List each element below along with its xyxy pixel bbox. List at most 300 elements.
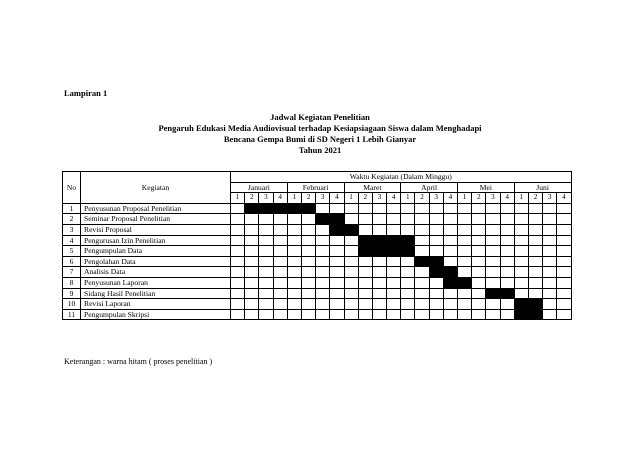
- week-cell: [443, 299, 457, 310]
- week-cell: [458, 288, 472, 299]
- row-number: 8: [63, 277, 81, 288]
- week-cell: [387, 309, 401, 320]
- week-cell: [415, 224, 429, 235]
- header-no: No: [63, 172, 81, 204]
- week-cell: [543, 309, 557, 320]
- week-header: 2: [245, 193, 259, 204]
- week-cell: [273, 299, 287, 310]
- week-cell: [330, 277, 344, 288]
- week-cell: [330, 299, 344, 310]
- week-cell: [543, 214, 557, 225]
- week-cell: [486, 235, 500, 246]
- title-line-3: Bencana Gempa Bumi di SD Negeri 1 Lebih Gianyar: [223, 134, 417, 144]
- week-cell: [301, 224, 315, 235]
- week-cell: [458, 224, 472, 235]
- week-cell: [415, 299, 429, 310]
- week-cell-active: [330, 214, 344, 225]
- week-cell: [344, 299, 358, 310]
- week-cell: [528, 288, 542, 299]
- week-cell: [259, 246, 273, 257]
- table-row: [63, 256, 572, 267]
- week-cell: [514, 246, 528, 257]
- week-cell: [358, 288, 372, 299]
- week-cell: [245, 309, 259, 320]
- week-cell: [330, 235, 344, 246]
- week-cell: [259, 288, 273, 299]
- table-row: [63, 277, 572, 288]
- week-cell: [231, 267, 245, 278]
- week-cell: [514, 224, 528, 235]
- week-cell: [372, 299, 386, 310]
- week-cell-active: [443, 267, 457, 278]
- week-cell: [543, 277, 557, 288]
- week-cell: [231, 309, 245, 320]
- activity-name: Pengolahan Data: [81, 256, 231, 267]
- week-cell: [344, 277, 358, 288]
- table-row: [63, 224, 572, 235]
- week-cell: [500, 256, 514, 267]
- week-cell: [316, 267, 330, 278]
- week-cell: [273, 224, 287, 235]
- week-cell: [500, 235, 514, 246]
- week-cell: [301, 214, 315, 225]
- week-cell: [273, 277, 287, 288]
- week-cell: [472, 203, 486, 214]
- week-cell: [458, 299, 472, 310]
- month-header: Februari: [287, 182, 344, 193]
- week-cell: [543, 288, 557, 299]
- week-cell: [301, 288, 315, 299]
- week-cell-active: [358, 235, 372, 246]
- week-cell: [443, 246, 457, 257]
- table-row: [63, 203, 572, 214]
- activity-name: Seminar Proposal Penelitian: [81, 214, 231, 225]
- week-cell: [528, 224, 542, 235]
- week-cell: [472, 309, 486, 320]
- week-cell: [401, 277, 415, 288]
- week-cell: [528, 256, 542, 267]
- week-cell: [387, 277, 401, 288]
- week-cell: [344, 256, 358, 267]
- week-cell: [415, 309, 429, 320]
- schedule-table: [62, 171, 572, 320]
- week-cell-active: [358, 246, 372, 257]
- week-cell: [514, 256, 528, 267]
- week-cell: [245, 277, 259, 288]
- week-cell: [330, 309, 344, 320]
- week-cell: [557, 214, 571, 225]
- week-header: 3: [486, 193, 500, 204]
- week-cell: [486, 277, 500, 288]
- week-cell: [486, 214, 500, 225]
- week-cell: [500, 224, 514, 235]
- row-number: 10: [63, 299, 81, 310]
- week-cell: [557, 299, 571, 310]
- week-cell: [245, 299, 259, 310]
- week-cell: [401, 267, 415, 278]
- week-cell: [301, 256, 315, 267]
- week-cell: [429, 224, 443, 235]
- week-header: 3: [316, 193, 330, 204]
- week-cell: [443, 256, 457, 267]
- week-cell: [443, 235, 457, 246]
- week-cell: [458, 235, 472, 246]
- week-cell: [245, 246, 259, 257]
- week-cell: [500, 267, 514, 278]
- week-cell: [557, 256, 571, 267]
- week-cell: [486, 246, 500, 257]
- activity-name: Sidang Hasil Penelitian: [81, 288, 231, 299]
- week-cell: [472, 246, 486, 257]
- week-cell: [486, 299, 500, 310]
- week-cell: [458, 246, 472, 257]
- table-row: [63, 288, 572, 299]
- week-cell: [344, 203, 358, 214]
- week-header: 3: [429, 193, 443, 204]
- week-cell: [358, 256, 372, 267]
- week-cell: [316, 224, 330, 235]
- week-cell: [500, 246, 514, 257]
- week-cell-active: [387, 246, 401, 257]
- week-cell: [245, 235, 259, 246]
- week-cell: [472, 256, 486, 267]
- week-cell: [458, 309, 472, 320]
- week-cell: [316, 277, 330, 288]
- row-number: 4: [63, 235, 81, 246]
- week-cell: [372, 288, 386, 299]
- activity-name: Penyusunan Laporan: [81, 277, 231, 288]
- week-cell-active: [287, 203, 301, 214]
- week-cell: [287, 309, 301, 320]
- week-cell: [486, 203, 500, 214]
- week-cell: [287, 299, 301, 310]
- week-header: 1: [458, 193, 472, 204]
- week-cell: [344, 309, 358, 320]
- week-cell: [316, 299, 330, 310]
- week-cell: [372, 214, 386, 225]
- week-cell: [401, 288, 415, 299]
- week-cell: [472, 267, 486, 278]
- week-header: 3: [259, 193, 273, 204]
- week-cell: [245, 224, 259, 235]
- week-cell: [372, 203, 386, 214]
- week-header: 4: [330, 193, 344, 204]
- month-header: Maret: [344, 182, 401, 193]
- week-cell-active: [330, 224, 344, 235]
- week-cell: [330, 246, 344, 257]
- week-header: 1: [344, 193, 358, 204]
- week-cell: [273, 267, 287, 278]
- week-cell: [458, 256, 472, 267]
- week-cell: [287, 224, 301, 235]
- month-header: Januari: [231, 182, 288, 193]
- week-cell: [259, 299, 273, 310]
- week-cell: [358, 267, 372, 278]
- week-cell: [472, 299, 486, 310]
- week-cell: [301, 299, 315, 310]
- week-header: 2: [415, 193, 429, 204]
- month-header: Mei: [458, 182, 515, 193]
- week-cell-active: [344, 224, 358, 235]
- week-cell: [472, 288, 486, 299]
- week-cell-active: [273, 203, 287, 214]
- week-cell: [429, 277, 443, 288]
- week-cell: [528, 277, 542, 288]
- week-cell: [543, 256, 557, 267]
- row-number: 3: [63, 224, 81, 235]
- week-cell: [514, 203, 528, 214]
- week-cell: [528, 203, 542, 214]
- week-cell: [387, 256, 401, 267]
- week-cell: [472, 214, 486, 225]
- week-cell: [316, 288, 330, 299]
- week-cell: [514, 277, 528, 288]
- week-cell: [358, 214, 372, 225]
- week-cell: [543, 267, 557, 278]
- week-cell: [358, 224, 372, 235]
- title-line-4: Tahun 2021: [298, 145, 342, 155]
- week-cell: [372, 277, 386, 288]
- week-cell: [500, 203, 514, 214]
- week-cell: [273, 309, 287, 320]
- activity-name: Penyusunan Proposal Penelitian: [81, 203, 231, 214]
- week-cell: [245, 267, 259, 278]
- week-cell-active: [245, 203, 259, 214]
- week-cell: [514, 214, 528, 225]
- table-row: [63, 214, 572, 225]
- week-cell: [458, 203, 472, 214]
- week-cell: [557, 224, 571, 235]
- week-header: 1: [401, 193, 415, 204]
- week-cell: [231, 203, 245, 214]
- week-cell: [486, 267, 500, 278]
- table-row: [63, 235, 572, 246]
- week-cell: [415, 203, 429, 214]
- week-cell: [401, 256, 415, 267]
- week-cell: [231, 299, 245, 310]
- week-header: 2: [358, 193, 372, 204]
- week-cell: [372, 224, 386, 235]
- week-header: 4: [443, 193, 457, 204]
- row-number: 6: [63, 256, 81, 267]
- week-cell: [231, 235, 245, 246]
- week-cell: [273, 256, 287, 267]
- week-cell: [273, 235, 287, 246]
- week-cell: [429, 235, 443, 246]
- row-number: 7: [63, 267, 81, 278]
- week-cell: [372, 309, 386, 320]
- table-row: [63, 309, 572, 320]
- week-cell: [543, 203, 557, 214]
- week-cell-active: [500, 288, 514, 299]
- week-cell-active: [259, 203, 273, 214]
- week-cell-active: [372, 235, 386, 246]
- week-header: 3: [543, 193, 557, 204]
- week-header: 4: [500, 193, 514, 204]
- activity-name: Revisi Laporan: [81, 299, 231, 310]
- week-cell: [458, 267, 472, 278]
- week-cell: [344, 214, 358, 225]
- week-cell: [443, 224, 457, 235]
- activity-name: Revisi Proposal: [81, 224, 231, 235]
- week-cell: [401, 309, 415, 320]
- week-cell: [259, 256, 273, 267]
- week-cell: [443, 288, 457, 299]
- week-cell: [458, 214, 472, 225]
- week-cell: [344, 246, 358, 257]
- week-cell: [344, 288, 358, 299]
- week-cell: [514, 235, 528, 246]
- week-cell: [330, 256, 344, 267]
- week-cell-active: [387, 235, 401, 246]
- week-cell: [415, 277, 429, 288]
- week-cell-active: [301, 203, 315, 214]
- week-cell: [316, 203, 330, 214]
- week-cell: [387, 214, 401, 225]
- week-cell: [330, 267, 344, 278]
- row-number: 2: [63, 214, 81, 225]
- week-cell: [287, 246, 301, 257]
- activity-name: Analisis Data: [81, 267, 231, 278]
- week-cell: [486, 256, 500, 267]
- week-cell: [301, 277, 315, 288]
- legend-note: Keterangan : warna hitam ( proses penelitian ): [64, 357, 213, 366]
- week-header: 1: [514, 193, 528, 204]
- week-cell: [557, 267, 571, 278]
- week-cell: [528, 267, 542, 278]
- week-cell: [330, 288, 344, 299]
- week-cell: [231, 246, 245, 257]
- activity-name: Pengumpulan Data: [81, 246, 231, 257]
- week-cell: [472, 235, 486, 246]
- week-cell: [358, 203, 372, 214]
- table-row: [63, 267, 572, 278]
- week-cell: [401, 224, 415, 235]
- week-cell: [259, 214, 273, 225]
- row-number: 5: [63, 246, 81, 257]
- week-cell: [316, 235, 330, 246]
- week-cell: [387, 267, 401, 278]
- week-cell: [429, 246, 443, 257]
- month-header: Juni: [514, 182, 571, 193]
- week-cell: [273, 246, 287, 257]
- week-cell: [372, 256, 386, 267]
- week-cell: [287, 256, 301, 267]
- week-cell: [429, 214, 443, 225]
- header-kegiatan: Kegiatan: [81, 172, 231, 204]
- week-cell: [231, 288, 245, 299]
- week-cell: [273, 288, 287, 299]
- week-cell: [429, 309, 443, 320]
- week-cell: [543, 246, 557, 257]
- week-cell: [316, 256, 330, 267]
- week-cell: [245, 214, 259, 225]
- week-cell: [415, 288, 429, 299]
- week-header: 3: [372, 193, 386, 204]
- row-number: 1: [63, 203, 81, 214]
- week-cell: [259, 277, 273, 288]
- week-header: 2: [301, 193, 315, 204]
- activity-name: Pengumpulan Skripsi: [81, 309, 231, 320]
- week-cell: [557, 277, 571, 288]
- week-cell: [387, 288, 401, 299]
- week-cell-active: [401, 246, 415, 257]
- activity-name: Pengurusan Izin Penelitian: [81, 235, 231, 246]
- week-header: 2: [472, 193, 486, 204]
- week-cell-active: [528, 309, 542, 320]
- week-cell: [231, 224, 245, 235]
- header-waktu: Waktu Kegiatan (Dalam Minggu): [231, 172, 572, 183]
- week-cell-active: [443, 277, 457, 288]
- week-cell: [543, 299, 557, 310]
- week-cell: [500, 214, 514, 225]
- week-cell: [500, 309, 514, 320]
- week-cell: [557, 246, 571, 257]
- week-header: 2: [528, 193, 542, 204]
- week-cell: [415, 246, 429, 257]
- month-header: April: [401, 182, 458, 193]
- week-cell: [259, 309, 273, 320]
- week-cell: [330, 203, 344, 214]
- week-cell: [372, 267, 386, 278]
- week-cell: [287, 235, 301, 246]
- title-line-2: Pengaruh Edukasi Media Audiovisual terhadap Kesiapsiagaan Siswa dalam Menghadapi: [158, 123, 482, 133]
- week-cell: [301, 246, 315, 257]
- week-cell: [287, 214, 301, 225]
- week-cell-active: [429, 256, 443, 267]
- week-cell-active: [316, 214, 330, 225]
- week-cell: [415, 267, 429, 278]
- week-cell: [273, 214, 287, 225]
- week-cell: [245, 256, 259, 267]
- week-cell: [500, 299, 514, 310]
- week-cell: [387, 224, 401, 235]
- week-cell: [344, 235, 358, 246]
- week-cell: [429, 203, 443, 214]
- week-cell: [245, 288, 259, 299]
- week-cell: [486, 309, 500, 320]
- table-row: [63, 246, 572, 257]
- week-cell-active: [401, 235, 415, 246]
- week-cell: [500, 277, 514, 288]
- week-cell: [358, 309, 372, 320]
- week-cell-active: [514, 309, 528, 320]
- week-cell: [443, 309, 457, 320]
- week-cell: [231, 256, 245, 267]
- week-cell: [301, 309, 315, 320]
- week-cell: [387, 203, 401, 214]
- week-cell: [358, 277, 372, 288]
- week-cell: [557, 203, 571, 214]
- week-cell: [287, 288, 301, 299]
- week-cell: [387, 299, 401, 310]
- week-cell: [415, 235, 429, 246]
- appendix-label: Lampiran 1: [64, 88, 108, 98]
- week-cell-active: [458, 277, 472, 288]
- week-cell: [301, 267, 315, 278]
- week-cell: [543, 224, 557, 235]
- week-cell: [543, 235, 557, 246]
- week-cell: [472, 224, 486, 235]
- week-cell: [401, 299, 415, 310]
- document-title-block: [0, 112, 640, 156]
- week-cell: [557, 309, 571, 320]
- title-line-1: Jadwal Kegiatan Penelitian: [270, 112, 370, 122]
- week-cell: [514, 267, 528, 278]
- week-cell: [528, 246, 542, 257]
- week-cell-active: [514, 299, 528, 310]
- week-cell-active: [415, 256, 429, 267]
